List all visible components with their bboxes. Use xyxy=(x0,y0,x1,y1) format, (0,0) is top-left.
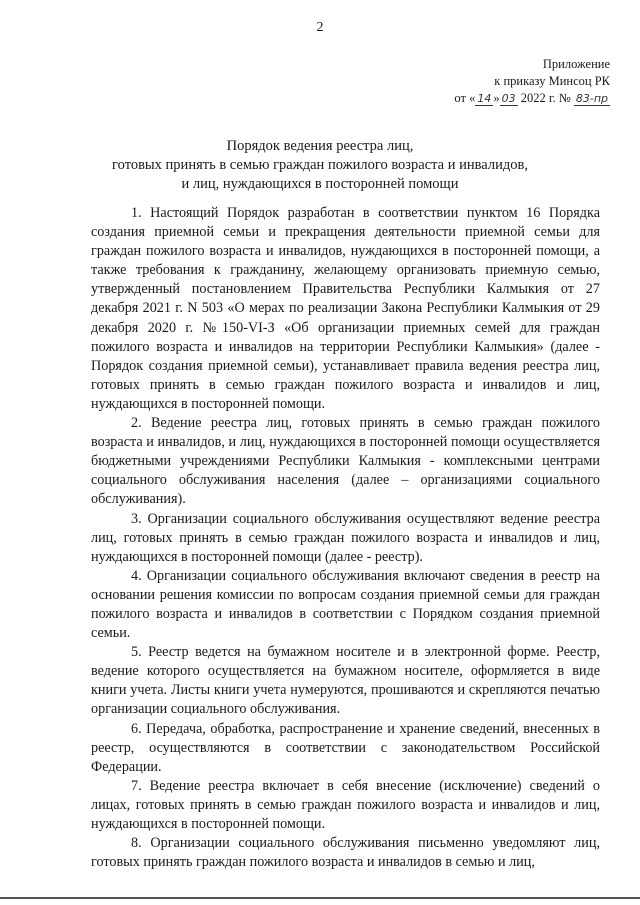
title-line: и лиц, нуждающихся в посторонней помощи xyxy=(181,176,459,192)
date-prefix: от « xyxy=(454,91,476,105)
title-line: Порядок ведения реестра лиц, xyxy=(226,138,414,154)
handwritten-order-number: 83-пр xyxy=(575,92,608,105)
paragraph-2: 2. Ведение реестра лиц, готовых принять в семью граждан пожилого возраста и инвалидов, и лиц, нуждающихся в посторонней помощи осуществляется бюджетными учреждениями Республики Калмыкия - комплексными центрами социального обслуживания населения (далее – организациями социального обслуживания). xyxy=(91,415,600,508)
appendix-block xyxy=(454,56,610,107)
paragraph-4: 4. Организации социального обслуживания включают сведения в реестр на основании решения комиссии по вопросам создания приемной семьи для граждан пожилого возраста и инвалидов в соответствии с Порядком создания приемной семьи. xyxy=(91,567,600,642)
paragraph-3: 3. Организации социального обслуживания осуществляют ведение реестра лиц, готовых принять в семью граждан пожилого возраста и инвалидов и лиц, нуждающихся в посторонней помощи (далее - реестр). xyxy=(91,510,600,565)
appendix-label: Приложение xyxy=(542,57,610,71)
handwritten-month: 03 xyxy=(501,92,516,105)
document-body xyxy=(91,204,600,872)
handwritten-day: 14 xyxy=(477,92,492,105)
document-title xyxy=(0,137,640,194)
appendix-order-ref: к приказу Минсоц РК xyxy=(494,74,610,88)
paragraph-5: 5. Реестр ведется на бумажном носителе и в электронной форме. Реестр, ведение которого осуществляется на бумажном носителе, оформляется в виде книги учета. Листы книги учета нумеруются, прошиваются и скрепляются печатью организации социального обслуживания. xyxy=(91,644,600,718)
appendix-date-line xyxy=(454,90,610,107)
paragraph-1: 1. Настоящий Порядок разработан в соответствии пунктом 16 Порядка создания приемной семьи и прекращения деятельности приемной семьи для граждан пожилого возраста и инвалидов, нуждающихся в посторонней помощи, а также требования к гражданину, желающему организовать приемную семью, утвержденный постановлением Правительства Республики Калмыкия от 27 декабря 2021 г. N 503 «О мерах по реализации Закона Республики Калмыкия от 29 декабря 2020 г. №150-VI-З «Об организации приемных семей для граждан пожилого возраста и инвалидов на территории Республики Калмыкия» (далее - Порядок создания приемной семьи), устанавливает правила ведения реестра лиц, готовых принять в семью граждан пожилого возраста и инвалидов и лиц, нуждающихся в посторонней помощи. xyxy=(91,205,600,412)
page-number: 2 xyxy=(316,20,324,35)
title-line: готовых принять в семью граждан пожилого возраста и инвалидов, xyxy=(112,157,528,173)
paragraph-7: 7. Ведение реестра включает в себя внесение (исключение) сведений о лицах, готовых принять в семью граждан пожилого возраста и инвалидов и лиц, нуждающихся в посторонней помощи. xyxy=(91,777,600,832)
date-year: 2022 г. № xyxy=(517,91,571,105)
date-mid: » xyxy=(493,91,500,105)
paragraph-6: 6. Передача, обработка, распространение и хранение сведений, внесенных в реестр, осуществляются в соответствии с законодательством Российской Федерации. xyxy=(91,720,600,775)
paragraph-8: 8. Организации социального обслуживания письменно уведомляют лиц, готовых принять граждан пожилого возраста и инвалидов в семью и лиц, xyxy=(91,835,600,871)
scan-edge-line xyxy=(0,897,640,899)
